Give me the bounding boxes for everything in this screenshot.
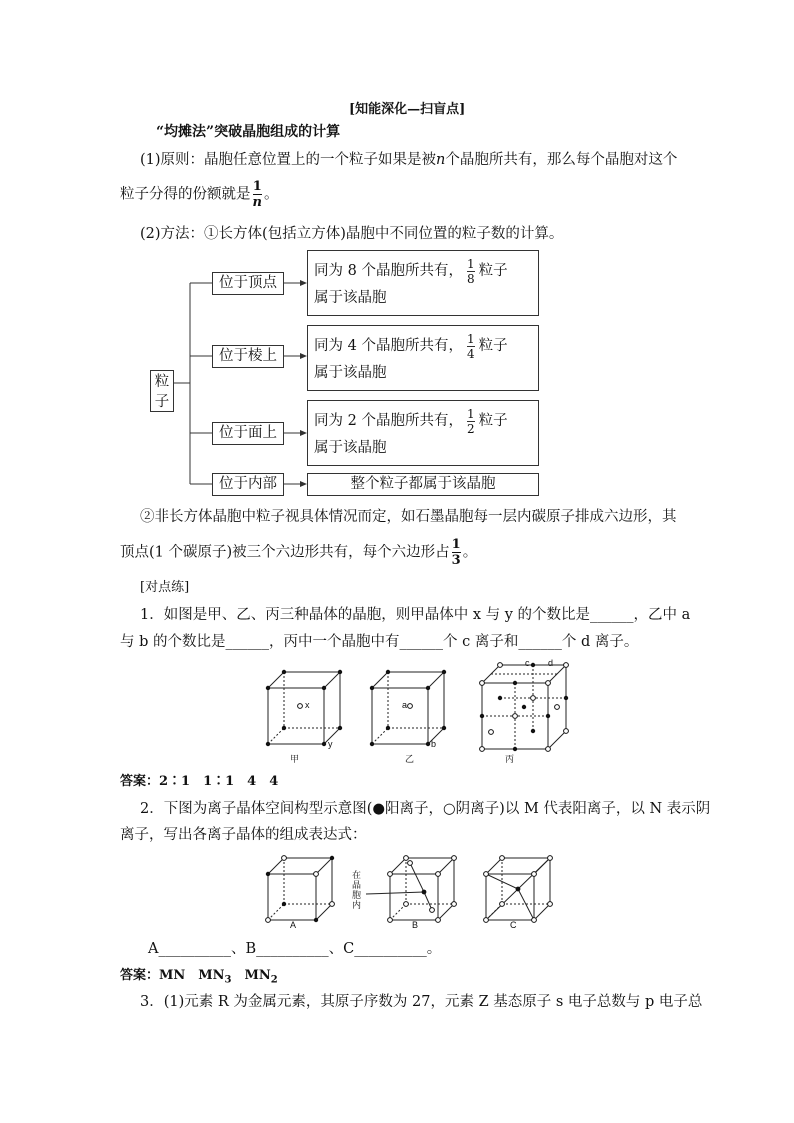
q1-crystal-diagrams xyxy=(260,655,580,767)
desc-vertex-c: 属于该晶胞 xyxy=(314,290,387,306)
caption-B: B xyxy=(412,920,419,930)
q2-blanks: A__________、B__________、C__________。 xyxy=(148,941,442,957)
nonrect-text: 顶点(1 个碳原子)被三个六边形共有，每个六边形占 xyxy=(120,544,450,561)
q1-line-1: 1．如图是甲、乙、丙三种晶体的晶胞，则甲晶体中 x 与 y 的个数比是______，乙中 a xyxy=(140,607,691,623)
label-x: x xyxy=(305,700,310,710)
label-a: a xyxy=(402,700,408,710)
q3-line-1: 3．(1)元素 R 为金属元素，其原子序数为 27，元素 Z 基态原子 s 电子总数与 p 电子总 xyxy=(140,994,703,1010)
method-line: (2)方法：①长方体(包括立方体)晶胞中不同位置的粒子数的计算。 xyxy=(140,226,564,242)
caption-yi: 乙 xyxy=(405,754,415,764)
frac3-num: 1 xyxy=(451,537,461,552)
frac-1-4-num: 1 xyxy=(466,331,475,346)
section-title: “均摊法”突破晶胞组成的计算 xyxy=(156,124,341,140)
position-vertex: 位于顶点 xyxy=(212,272,284,295)
position-interior: 位于内部 xyxy=(212,473,284,496)
nonrect-line-2 xyxy=(120,538,477,567)
q2-sub3: 3 xyxy=(224,974,232,986)
nonrect-end: 。 xyxy=(462,544,478,561)
frac-1-2-num: 1 xyxy=(466,406,475,421)
tree-root-char-1: 粒 xyxy=(154,374,170,390)
q2-line-1: 2．下图为离子晶体空间构型示意图(●阳离子，○阴离子)以 M 代表阳离子，以 N 表示阴 xyxy=(140,801,711,817)
tree-root xyxy=(150,370,174,412)
desc-face-c: 属于该晶胞 xyxy=(314,440,387,456)
tree-root-char-2: 子 xyxy=(154,394,170,410)
desc-edge-c: 属于该晶胞 xyxy=(314,365,387,381)
q2-answer-b: MN xyxy=(231,968,271,983)
fraction-1-over-3 xyxy=(452,538,461,567)
q2-answer xyxy=(120,966,278,991)
section-header: [知能深化—扫盲点] xyxy=(349,102,466,117)
desc-edge-a: 同为 4 个晶胞所共有， xyxy=(314,338,463,354)
caption-bing: 丙 xyxy=(505,754,515,764)
desc-edge xyxy=(307,325,539,391)
label-d: d xyxy=(548,658,554,668)
caption-C: C xyxy=(510,920,517,930)
desc-face xyxy=(307,400,539,466)
caption-A: A xyxy=(290,920,297,930)
inner-char-2: 晶 xyxy=(352,880,362,890)
caption-jia: 甲 xyxy=(290,754,300,764)
frac-1-2-den: 2 xyxy=(466,421,475,436)
inner-char-4: 内 xyxy=(352,900,362,910)
inner-char-3: 胞 xyxy=(352,890,362,900)
nonrect-line-1: ②非长方体晶胞中粒子视具体情况而定，如石墨晶胞每一层内碳原子排成六边形，其 xyxy=(140,509,677,525)
label-y: y xyxy=(328,739,333,749)
desc-interior: 整个粒子都属于该晶胞 xyxy=(307,473,539,496)
frac-1-8-num: 1 xyxy=(466,256,475,271)
label-b: b xyxy=(431,739,437,749)
desc-face-a: 同为 2 个晶胞所共有， xyxy=(314,413,463,429)
principle-text-c: 粒子分得的份额就是 xyxy=(120,186,251,203)
principle-end: 。 xyxy=(263,186,279,203)
desc-edge-b: 粒子 xyxy=(478,338,508,354)
frac3-den: 3 xyxy=(451,553,461,568)
frac-1-8-den: 8 xyxy=(466,271,475,286)
frac-1-8 xyxy=(467,258,475,285)
frac-den: n xyxy=(252,195,262,210)
desc-vertex-a: 同为 8 个晶胞所共有， xyxy=(314,263,463,279)
q2-answer-a: 答案：MN MN xyxy=(120,968,225,983)
label-c: c xyxy=(525,658,530,668)
principle-text-a: (1)原则：晶胞任意位置上的一个粒子如果是被 xyxy=(140,152,437,168)
frac-num: 1 xyxy=(252,179,262,194)
inner-char-1: 在 xyxy=(352,870,362,880)
q2-line-2: 离子，写出各离子晶体的组成表达式： xyxy=(120,827,367,843)
frac-1-4-den: 4 xyxy=(466,346,475,361)
q1-answer: 答案：2∶1 1∶1 4 4 xyxy=(120,774,279,789)
position-face: 位于面上 xyxy=(212,422,284,445)
desc-vertex xyxy=(307,250,539,316)
principle-text-b: 个晶胞所共有，那么每个晶胞对这个 xyxy=(445,152,678,168)
q1-line-2: 与 b 的个数比是______，丙中一个晶胞中有______个 c 离子和______个 d 离子。 xyxy=(120,634,639,650)
practice-label: [对点练] xyxy=(140,580,190,595)
frac-1-4 xyxy=(467,333,475,360)
q2-ion-diagrams xyxy=(260,848,560,928)
frac-1-2 xyxy=(467,408,475,435)
position-edge: 位于棱上 xyxy=(212,345,284,368)
label-inner xyxy=(352,870,361,910)
principle-n: n xyxy=(436,152,446,168)
desc-face-b: 粒子 xyxy=(478,413,508,429)
q2-sub2: 2 xyxy=(270,974,278,986)
desc-vertex-b: 粒子 xyxy=(478,263,508,279)
